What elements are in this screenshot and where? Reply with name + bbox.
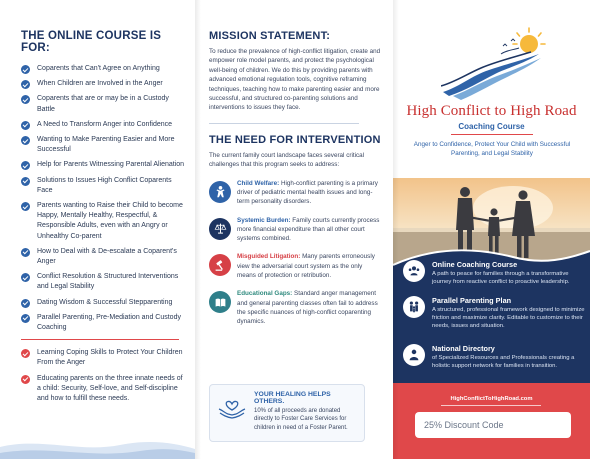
check-icon <box>21 248 30 257</box>
list-item <box>21 348 185 368</box>
need-item-misguided-litigation <box>209 252 381 280</box>
list-item <box>21 94 185 114</box>
list-item <box>21 374 185 405</box>
check-icon <box>21 95 30 104</box>
list-item-text: When Children are Involved in the Anger <box>37 80 163 88</box>
need-text <box>237 216 381 244</box>
check-icon <box>21 273 30 282</box>
feature-description: of Specialized Resources and Professionals creating a holistic support network for families in transition. <box>432 355 575 370</box>
gavel-icon <box>209 254 231 276</box>
list-item-text: Help for Parents Witnessing Parental Alienation <box>37 161 185 169</box>
list-item <box>21 176 185 196</box>
person-icon <box>403 344 425 366</box>
website-url[interactable]: HighConflictToHighRoad.com <box>450 396 533 402</box>
brand-subtitle: Coaching Course <box>458 122 525 131</box>
check-icon <box>21 299 30 308</box>
panel-cover <box>393 0 590 459</box>
list-item-text: Educating parents on the three innate needs of a child: Security, Self-love, and Self-discipline and how to fulfill these needs. <box>37 374 183 403</box>
brand-tagline: Anger to Confidence, Protect Your Child with Successful Parenting, and Legal Stability <box>413 141 571 157</box>
donation-box <box>209 384 365 442</box>
need-text <box>237 252 381 280</box>
list-item-text: Wanting to Make Parenting Easier and More Successful <box>37 136 175 154</box>
list-item <box>21 313 185 333</box>
feature-description: A structured, professional framework designed to minimize friction and maximize clarity. Editable to customize to their needs, issues and situation. <box>432 307 585 330</box>
brand-title: High Conflict to High Road <box>406 103 577 119</box>
need-description: Many parents erroneously view the adversarial court system as the only means of protection or retribution. <box>237 253 375 280</box>
feature-online-course <box>403 260 585 286</box>
feature-title: National Directory <box>432 344 495 353</box>
feature-text-block <box>432 260 585 286</box>
list-item <box>21 272 185 292</box>
check-icon <box>21 136 30 145</box>
list-item-text: Conflict Resolution & Structured Interventions and Legal Stability <box>37 273 179 291</box>
check-icon <box>21 349 30 358</box>
need-title: Educational Gaps: <box>237 290 293 298</box>
family-icon <box>403 296 425 318</box>
mission-heading: MISSION STATEMENT: <box>209 30 331 42</box>
mission-text: To reduce the prevalence of high-conflict litigation, create and empower role model parents, and protect the psychological well-being of children. We do this by providing parents with advanced emotional regulation tools, cognitive reframing techniques, teaching how to make parenting easier and more successful, and structured co-parenting solutions and interventions to issues they face. <box>209 48 381 112</box>
check-icon <box>21 65 30 74</box>
feature-title: Parallel Parenting Plan <box>432 296 512 305</box>
need-item-child-welfare <box>209 179 381 207</box>
need-item-educational-gaps <box>209 289 381 326</box>
list-item <box>21 201 185 242</box>
discount-code-field: 25% Discount Code <box>415 412 571 438</box>
fold-shadow <box>195 0 201 459</box>
need-description: High-conflict parenting is a primary driver of pediatric mental health issues and long-term personality disorders. <box>237 179 378 206</box>
road-sun-logo <box>441 24 547 100</box>
need-title: Misguided Litigation: <box>237 253 301 261</box>
list-item-text: A Need to Transform Anger into Confidence <box>37 120 173 128</box>
scales-icon <box>209 218 231 240</box>
list-item-text: Coparents that are or may be in a Custody Battle <box>37 95 169 113</box>
list-item <box>21 79 185 89</box>
check-icon <box>21 202 30 211</box>
feature-title: Online Coaching Course <box>432 260 518 269</box>
check-icon <box>21 161 30 170</box>
check-icon <box>21 121 30 130</box>
check-icon <box>21 375 30 384</box>
check-icon <box>21 80 30 89</box>
list-item <box>21 64 185 74</box>
hands-heart-icon <box>216 391 248 423</box>
list-item-text: Learning Coping Skills to Protect Your Children From the Anger <box>37 349 183 367</box>
check-icon <box>21 177 30 186</box>
list-item-text: Parents wanting to Raise their Child to become Happy, Mentally Healthy, Respectful, & Responsible Adults, even with an Angry or Unhealthy Co-parent <box>37 202 183 240</box>
need-text <box>237 179 381 207</box>
section-divider <box>21 339 179 340</box>
feature-parenting-plan <box>403 296 585 331</box>
list-item <box>21 120 185 130</box>
panel-audience <box>0 0 195 459</box>
need-item-systemic-burden <box>209 216 381 244</box>
list-item <box>21 298 185 308</box>
audience-heading: THE ONLINE COURSE IS FOR: <box>21 30 162 54</box>
child-icon <box>209 181 231 203</box>
need-title: Systemic Burden: <box>237 216 291 224</box>
donation-title: YOUR HEALING HELPS OTHERS. <box>254 391 331 405</box>
list-item <box>21 160 185 170</box>
section-divider <box>209 123 359 124</box>
feature-national-directory <box>403 344 585 370</box>
brand-underline <box>451 134 533 135</box>
list-item <box>21 247 185 267</box>
url-underline <box>441 405 541 406</box>
feature-text-block <box>432 344 585 370</box>
need-title: Child Welfare: <box>237 179 280 187</box>
donation-text: 10% of all proceeds are donated directly to Foster Care Services for children in need of a Foster Parent. <box>254 408 348 431</box>
group-icon <box>403 260 425 282</box>
list-item-text: Coparents that Can't Agree on Anything <box>37 65 160 72</box>
need-intro: The current family court landscape faces several critical challenges that this program seeks to address: <box>209 151 365 169</box>
need-description: Standard anger management and general parenting classes often fail to address the specific nuances of high-conflict coparenting dynamics. <box>237 290 378 326</box>
check-icon <box>21 314 30 323</box>
feature-text-block <box>432 296 585 331</box>
list-item-text: Dating Wisdom & Successful Stepparenting <box>37 298 173 306</box>
donation-text-block <box>254 391 358 441</box>
list-item-text: Solutions to Issues High Conflict Coparents Face <box>37 176 172 194</box>
feature-description: A path to peace for families through a transformative journey from reactive conflict to proactive leadership. <box>432 271 570 286</box>
book-icon <box>209 291 231 313</box>
wave-decoration <box>0 419 195 459</box>
need-text <box>237 289 381 326</box>
list-item-text: How to Deal with & De-escalate a Coparent's Anger <box>37 247 177 266</box>
need-heading: THE NEED FOR INTERVENTION <box>209 133 381 146</box>
skills-list <box>21 348 185 404</box>
list-item-text: Parallel Parenting, Pre-Mediation and Custody Coaching <box>37 313 181 332</box>
need-description: Family courts currently process more financial expenditure than all other court systems combined. <box>237 216 380 243</box>
audience-list <box>21 64 185 333</box>
list-item <box>21 135 185 155</box>
panel-mission <box>195 0 393 459</box>
brand-area <box>393 0 590 178</box>
